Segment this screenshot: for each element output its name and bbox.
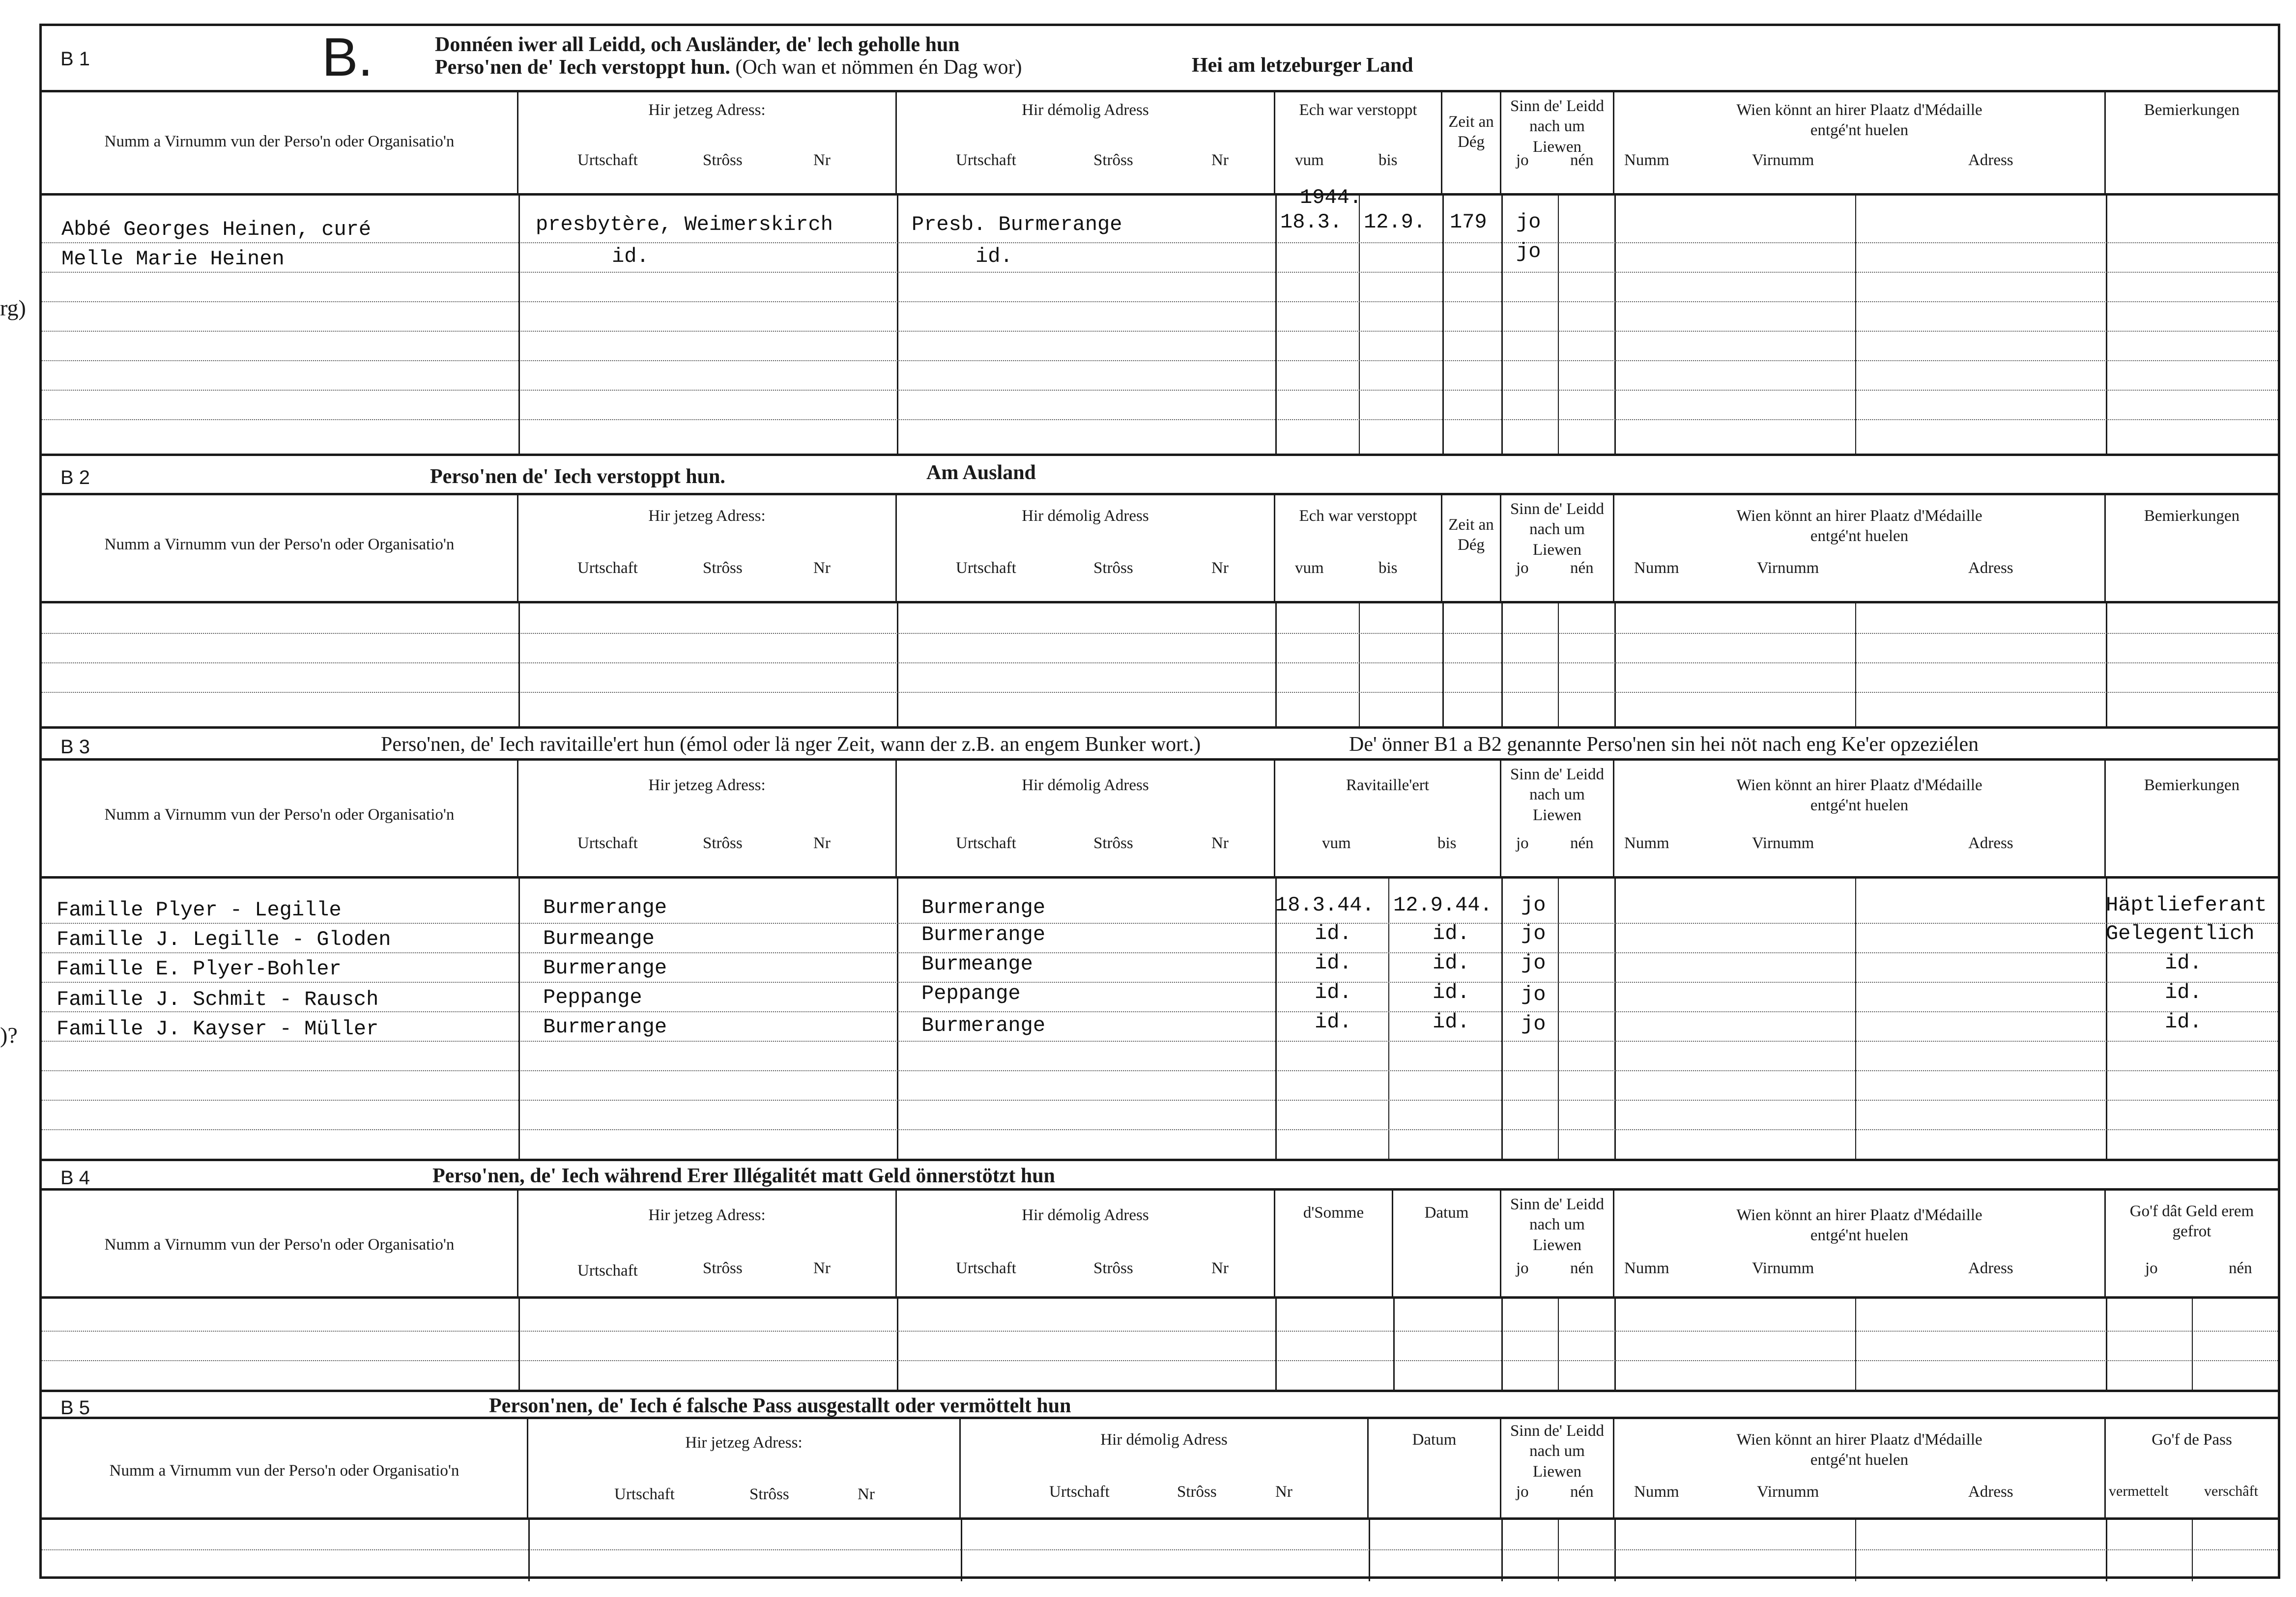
b4-medal-first: Virnumm bbox=[1752, 1259, 1814, 1277]
b3-col-medal-label: Wien könnt an hirer Plaatz d'Médaille entgé'nt huelen bbox=[1736, 776, 1982, 815]
b2-rowline bbox=[42, 662, 2278, 663]
b1-row2-alive: jo bbox=[1516, 240, 1541, 263]
b5-col-former bbox=[961, 1419, 1369, 1517]
b3-col-supplied bbox=[1275, 761, 1501, 876]
b4-colline-4 bbox=[1393, 1299, 1395, 1392]
b2-hidden-to: bis bbox=[1378, 559, 1398, 577]
b2-rowline bbox=[42, 633, 2278, 634]
b3-row5-remark: id. bbox=[2165, 1010, 2202, 1034]
section-b1-title-line1: Donnéen iwer all Leidd, och Ausländer, de' lech geholle hun bbox=[435, 33, 960, 56]
b4-col-date-label: Datum bbox=[1424, 1204, 1469, 1222]
b1-row2-current: id. bbox=[612, 245, 649, 268]
b5-col-pass-label: Go'f de Pass bbox=[2152, 1431, 2232, 1449]
b1-col-survivors-label: Sinn de' Leidd nach um Liewen bbox=[1510, 97, 1605, 156]
b3-rowline bbox=[42, 1041, 2278, 1042]
section-b1-titlebar bbox=[42, 26, 2278, 92]
b4-col-current-label: Hir jetzeg Adress: bbox=[648, 1206, 766, 1224]
b2-current-street: Strôss bbox=[703, 559, 743, 577]
b3-row4-former: Peppange bbox=[921, 982, 1021, 1005]
b3-col-former-label: Hir démolig Adress bbox=[1022, 776, 1149, 794]
b4-col-sum bbox=[1275, 1191, 1393, 1296]
b1-current-street: Strôss bbox=[703, 151, 743, 169]
b2-col-survivors bbox=[1501, 495, 1614, 601]
b2-rowline bbox=[42, 692, 2278, 693]
b4-medal-address: Adress bbox=[1968, 1259, 2013, 1277]
b4-colline-8 bbox=[1855, 1299, 1856, 1392]
b3-row4-name: Famille J. Schmit - Rausch bbox=[57, 988, 379, 1011]
section-b2-header bbox=[42, 495, 2278, 603]
section-b1-title-line2 bbox=[435, 56, 1022, 79]
b5-colline-7 bbox=[1855, 1520, 1856, 1581]
section-b2-id: B 2 bbox=[60, 467, 90, 488]
b3-row5-from: id. bbox=[1315, 1010, 1352, 1034]
b3-current-nr: Nr bbox=[813, 834, 831, 852]
b1-col-remarks bbox=[2106, 92, 2278, 193]
b3-row5-former: Burmerange bbox=[921, 1014, 1046, 1037]
b3-row3-to: id. bbox=[1433, 951, 1470, 975]
b1-former-street: Strôss bbox=[1093, 151, 1133, 169]
b1-colline-1 bbox=[518, 196, 520, 454]
section-b2-titlebar bbox=[42, 456, 2278, 495]
b5-medal-name: Numm bbox=[1634, 1483, 1679, 1501]
b3-row3-alive: jo bbox=[1521, 951, 1546, 975]
b2-col-hidden-label: Ech war verstoppt bbox=[1299, 507, 1417, 525]
b1-col-current-label: Hir jetzeg Adress: bbox=[648, 101, 766, 119]
b4-col-given-label: Go'f dât Geld erem gefrot bbox=[2129, 1202, 2254, 1241]
b1-col-name-label: Numm a Virnumm vun der Perso'n oder Organisatio'n bbox=[104, 133, 455, 150]
b2-colline-6 bbox=[1501, 603, 1503, 729]
b3-col-name-label: Numm a Virnumm vun der Perso'n oder Organisatio'n bbox=[104, 806, 455, 824]
section-b4 bbox=[42, 1159, 2278, 1390]
b2-colline-4 bbox=[1359, 603, 1360, 729]
b3-row4-remark: id. bbox=[2165, 981, 2202, 1004]
b1-row2-name: Melle Marie Heinen bbox=[61, 247, 285, 271]
b3-row5-alive: jo bbox=[1521, 1012, 1546, 1036]
section-b3-header bbox=[42, 761, 2278, 879]
b1-medal-address: Adress bbox=[1968, 151, 2013, 169]
section-b1-id: B 1 bbox=[60, 48, 90, 70]
b4-colline-6 bbox=[1558, 1299, 1559, 1392]
b2-col-medal bbox=[1614, 495, 2106, 601]
b4-medal-name: Numm bbox=[1624, 1259, 1669, 1277]
b4-col-given bbox=[2106, 1191, 2278, 1296]
b2-current-nr: Nr bbox=[813, 559, 831, 577]
section-b1 bbox=[42, 26, 2278, 454]
b2-colline-8 bbox=[1614, 603, 1616, 729]
b4-rowline bbox=[42, 1331, 2278, 1332]
b1-hidden-from: vum bbox=[1295, 151, 1324, 169]
b1-col-hidden bbox=[1275, 92, 1442, 193]
b1-col-remarks-label: Bemierkungen bbox=[2144, 101, 2240, 119]
b3-colline-5 bbox=[1501, 879, 1503, 1161]
b4-col-medal bbox=[1614, 1191, 2106, 1296]
b3-colline-6 bbox=[1558, 879, 1559, 1161]
section-b1-letter: B. bbox=[322, 27, 373, 87]
b1-colline-4 bbox=[1359, 196, 1360, 454]
b4-former-nr: Nr bbox=[1211, 1259, 1229, 1277]
b2-col-medal-label: Wien könnt an hirer Plaatz d'Médaille entgé'nt huelen bbox=[1736, 507, 1982, 545]
b1-col-name bbox=[42, 92, 518, 193]
b1-row1-from: 18.3. bbox=[1280, 210, 1343, 234]
b3-rowline bbox=[42, 952, 2278, 953]
b4-former-street: Strôss bbox=[1093, 1259, 1133, 1277]
section-b4-body bbox=[42, 1299, 2278, 1392]
b4-current-nr: Nr bbox=[813, 1259, 831, 1277]
b3-survivors-no: nén bbox=[1570, 834, 1594, 852]
b4-given-yes: jo bbox=[2145, 1259, 2158, 1277]
b3-row4-from: id. bbox=[1315, 981, 1352, 1004]
b2-col-hidden bbox=[1275, 495, 1442, 601]
margin-mark-top: rg) bbox=[0, 295, 26, 320]
b4-colline-2 bbox=[897, 1299, 898, 1392]
b1-row1-days: 179 bbox=[1450, 210, 1487, 234]
section-b3-title-text: Perso'nen, de' Iech ravitaille'ert hun (émol oder lä nger Zeit, wann der z.B. an engem Bunker wort.) bbox=[381, 733, 1201, 756]
b1-medal-name: Numm bbox=[1624, 151, 1669, 169]
b3-row2-from: id. bbox=[1315, 922, 1352, 945]
b5-col-current-label: Hir jetzeg Adress: bbox=[685, 1434, 803, 1452]
b3-row1-from: 18.3.44. bbox=[1275, 893, 1375, 917]
b1-colline-9 bbox=[1855, 196, 1856, 454]
b5-col-medal-label: Wien könnt an hirer Plaatz d'Médaille entgé'nt huelen bbox=[1736, 1431, 1982, 1469]
b3-medal-first: Virnumm bbox=[1752, 834, 1814, 852]
margin-mark-bottom: )? bbox=[0, 1023, 18, 1048]
b3-rowline bbox=[42, 1011, 2278, 1012]
b5-current-nr: Nr bbox=[858, 1485, 875, 1503]
b3-medal-address: Adress bbox=[1968, 834, 2013, 852]
b5-col-current bbox=[528, 1419, 961, 1517]
b3-col-medal bbox=[1614, 761, 2106, 876]
b2-col-name bbox=[42, 495, 518, 601]
b4-colline-7 bbox=[1614, 1299, 1616, 1392]
b2-colline-10 bbox=[2106, 603, 2107, 729]
b3-row2-to: id. bbox=[1433, 922, 1470, 945]
b2-colline-7 bbox=[1558, 603, 1559, 729]
b2-col-days-label: Zeit an Dég bbox=[1448, 516, 1494, 554]
b3-supplied-from: vum bbox=[1322, 834, 1351, 852]
b5-rowline bbox=[42, 1549, 2278, 1550]
b4-colline-10 bbox=[2192, 1299, 2193, 1392]
b2-hidden-from: vum bbox=[1295, 559, 1324, 577]
b1-row1-name: Abbé Georges Heinen, curé bbox=[61, 218, 372, 241]
section-b5-body bbox=[42, 1520, 2278, 1581]
b5-col-name bbox=[42, 1419, 528, 1517]
b4-colline-3 bbox=[1275, 1299, 1277, 1392]
section-b5-header bbox=[42, 1419, 2278, 1520]
b3-survivors-yes: jo bbox=[1516, 834, 1529, 852]
b3-rowline bbox=[42, 923, 2278, 924]
b1-medal-first: Virnumm bbox=[1752, 151, 1814, 169]
b4-col-date bbox=[1393, 1191, 1501, 1296]
b3-row3-from: id. bbox=[1315, 951, 1352, 975]
section-b5-id: B 5 bbox=[60, 1397, 90, 1419]
b4-current-street: Strôss bbox=[703, 1259, 743, 1277]
b3-row2-former: Burmerange bbox=[921, 923, 1046, 946]
b3-colline-4 bbox=[1388, 879, 1389, 1161]
b4-current-town: Urtschaft bbox=[577, 1262, 638, 1280]
b3-col-name bbox=[42, 761, 518, 876]
b2-col-current-label: Hir jetzeg Adress: bbox=[648, 507, 766, 525]
b1-row1-former: Presb. Burmerange bbox=[912, 213, 1122, 236]
b3-colline-1 bbox=[518, 879, 520, 1161]
section-b3-title bbox=[381, 733, 1201, 756]
b3-rowline bbox=[42, 982, 2278, 983]
b1-rowline bbox=[42, 242, 2278, 243]
b2-current-town: Urtschaft bbox=[577, 559, 638, 577]
b4-col-former bbox=[897, 1191, 1275, 1296]
section-b5 bbox=[42, 1390, 2278, 1579]
b1-colline-5 bbox=[1442, 196, 1444, 454]
b2-medal-first: Virnumm bbox=[1757, 559, 1819, 577]
section-b1-region: Hei am letzeburger Land bbox=[1192, 54, 1413, 77]
b1-col-current bbox=[518, 92, 897, 193]
b1-former-nr: Nr bbox=[1211, 151, 1229, 169]
b1-row1-alive: jo bbox=[1516, 210, 1541, 234]
b5-col-pass bbox=[2106, 1419, 2278, 1517]
b1-survivors-no: nén bbox=[1570, 151, 1594, 169]
b5-survivors-no: nén bbox=[1570, 1483, 1594, 1501]
b3-row5-current: Burmerange bbox=[543, 1015, 667, 1039]
b5-col-date bbox=[1369, 1419, 1501, 1517]
b3-row1-alive: jo bbox=[1521, 893, 1546, 917]
b2-col-remarks-label: Bemierkungen bbox=[2144, 507, 2240, 525]
section-b2-body bbox=[42, 603, 2278, 729]
b1-col-survivors bbox=[1501, 92, 1614, 193]
b3-medal-name: Numm bbox=[1624, 834, 1669, 852]
b4-col-former-label: Hir démolig Adress bbox=[1022, 1206, 1149, 1224]
b3-row5-to: id. bbox=[1433, 1010, 1470, 1034]
b3-row4-alive: jo bbox=[1521, 983, 1546, 1006]
b4-col-name bbox=[42, 1191, 518, 1296]
luxembourg-resistance-form bbox=[39, 24, 2280, 1579]
section-b1-body bbox=[42, 186, 2278, 454]
b2-col-days bbox=[1442, 495, 1501, 601]
b2-col-former bbox=[897, 495, 1275, 601]
b4-former-town: Urtschaft bbox=[956, 1259, 1016, 1277]
b2-former-nr: Nr bbox=[1211, 559, 1229, 577]
b1-current-nr: Nr bbox=[813, 151, 831, 169]
b1-col-days-label: Zeit an Dég bbox=[1448, 113, 1494, 151]
b1-former-town: Urtschaft bbox=[956, 151, 1016, 169]
section-b3 bbox=[42, 726, 2278, 1159]
section-b2 bbox=[42, 454, 2278, 726]
section-b2-title: Perso'nen de' Iech verstoppt hun. bbox=[430, 465, 725, 488]
b3-former-town: Urtschaft bbox=[956, 834, 1016, 852]
b5-col-medal bbox=[1614, 1419, 2106, 1517]
b5-colline-9 bbox=[2192, 1520, 2193, 1581]
b3-col-remarks bbox=[2106, 761, 2278, 876]
b4-colline-5 bbox=[1501, 1299, 1503, 1392]
b2-colline-2 bbox=[897, 603, 898, 729]
b5-pass-mediated: vermettelt bbox=[2109, 1483, 2169, 1499]
b2-col-remarks bbox=[2106, 495, 2278, 601]
b1-col-former bbox=[897, 92, 1275, 193]
b2-colline-9 bbox=[1855, 603, 1856, 729]
b1-rowline bbox=[42, 301, 2278, 302]
b5-former-nr: Nr bbox=[1275, 1483, 1292, 1501]
b3-row2-current: Burmeange bbox=[543, 927, 655, 950]
b3-col-former bbox=[897, 761, 1275, 876]
section-b4-title: Perso'nen, de' Iech während Erer Illégalitét matt Geld önnerstötzt hun bbox=[432, 1165, 1055, 1187]
section-b3-id: B 3 bbox=[60, 736, 90, 758]
b5-col-survivors-label: Sinn de' Leidd nach um Liewen bbox=[1510, 1422, 1605, 1481]
b4-survivors-yes: jo bbox=[1516, 1259, 1529, 1277]
b2-col-survivors-label: Sinn de' Leidd nach um Liewen bbox=[1510, 500, 1605, 559]
b5-colline-4 bbox=[1501, 1520, 1503, 1581]
b3-former-nr: Nr bbox=[1211, 834, 1229, 852]
b3-row2-remark: Gelegentlich bbox=[2106, 922, 2255, 945]
b1-colline-10 bbox=[2106, 196, 2107, 454]
b4-colline-1 bbox=[518, 1299, 520, 1392]
b4-colline-9 bbox=[2106, 1299, 2107, 1392]
section-b4-id: B 4 bbox=[60, 1167, 90, 1189]
b5-current-town: Urtschaft bbox=[614, 1485, 675, 1503]
b2-colline-3 bbox=[1275, 603, 1277, 729]
b1-row1-to: 12.9. bbox=[1364, 210, 1426, 234]
b1-rowline bbox=[42, 331, 2278, 332]
b3-colline-2 bbox=[897, 879, 898, 1161]
b4-given-no: nén bbox=[2229, 1259, 2252, 1277]
b2-former-town: Urtschaft bbox=[956, 559, 1016, 577]
b1-rowline bbox=[42, 360, 2278, 361]
b3-row3-former: Burmeange bbox=[921, 952, 1033, 976]
section-b1-title-note: (Och wan et nömmen én Dag wor) bbox=[735, 56, 1022, 79]
b4-survivors-no: nén bbox=[1570, 1259, 1594, 1277]
b3-col-survivors-label: Sinn de' Leidd nach um Liewen bbox=[1510, 766, 1605, 824]
b1-col-hidden-label: Ech war verstoppt bbox=[1299, 101, 1417, 119]
b5-col-survivors bbox=[1501, 1419, 1614, 1517]
b2-medal-address: Adress bbox=[1968, 559, 2013, 577]
b1-col-medal-label: Wien könnt an hirer Plaatz d'Médaille entgé'nt huelen bbox=[1736, 101, 1982, 140]
b3-current-street: Strôss bbox=[703, 834, 743, 852]
b5-col-name-label: Numm a Virnumm vun der Perso'n oder Organisatio'n bbox=[109, 1462, 459, 1480]
b5-colline-8 bbox=[2106, 1520, 2107, 1581]
b5-survivors-yes: jo bbox=[1516, 1483, 1529, 1501]
b5-medal-first: Virnumm bbox=[1757, 1483, 1819, 1501]
b1-rowline bbox=[42, 390, 2278, 391]
b3-row1-former: Burmerange bbox=[921, 896, 1046, 919]
b3-colline-9 bbox=[2106, 879, 2107, 1161]
b3-current-town: Urtschaft bbox=[577, 834, 638, 852]
b2-colline-1 bbox=[518, 603, 520, 729]
b1-current-town: Urtschaft bbox=[577, 151, 638, 169]
b3-row2-alive: jo bbox=[1521, 922, 1546, 945]
b3-row3-remark: id. bbox=[2165, 951, 2202, 975]
b3-row1-name: Famille Plyer - Legille bbox=[57, 898, 342, 922]
b4-col-sum-label: d'Somme bbox=[1303, 1204, 1364, 1222]
b3-row5-name: Famille J. Kayser - Müller bbox=[57, 1017, 379, 1041]
b3-row1-to: 12.9.44. bbox=[1393, 893, 1492, 917]
b5-former-town: Urtschaft bbox=[1049, 1483, 1110, 1501]
b5-col-former-label: Hir démolig Adress bbox=[1100, 1431, 1228, 1449]
b3-row3-current: Burmerange bbox=[543, 956, 667, 980]
b5-colline-3 bbox=[1369, 1520, 1370, 1581]
b3-row3-name: Famille E. Plyer-Bohler bbox=[57, 957, 342, 981]
b1-colline-8 bbox=[1614, 196, 1616, 454]
b4-col-survivors bbox=[1501, 1191, 1614, 1296]
b1-row1-current: presbytère, Weimerskirch bbox=[536, 213, 833, 236]
b3-col-current bbox=[518, 761, 897, 876]
section-b3-title-note: De' önner B1 a B2 genannte Perso'nen sin hei nöt nach eng Ke'er opzeziélen bbox=[1349, 733, 1979, 756]
b1-col-medal bbox=[1614, 92, 2106, 193]
b1-colline-6 bbox=[1501, 196, 1503, 454]
section-b4-titlebar bbox=[42, 1161, 2278, 1191]
section-b5-title: Person'nen, de' Iech é falsche Pass ausgestallt oder vermöttelt hun bbox=[489, 1395, 1071, 1417]
b3-colline-3 bbox=[1275, 879, 1277, 1161]
b1-col-former-label: Hir démolig Adress bbox=[1022, 101, 1149, 119]
b1-rowline bbox=[42, 419, 2278, 420]
b5-pass-issued: verschâft bbox=[2204, 1483, 2258, 1499]
b5-former-street: Strôss bbox=[1177, 1483, 1217, 1501]
b5-col-date-label: Datum bbox=[1412, 1431, 1457, 1449]
b5-medal-address: Adress bbox=[1968, 1483, 2013, 1501]
b3-row2-name: Famille J. Legille - Gloden bbox=[57, 928, 391, 951]
b5-colline-1 bbox=[528, 1520, 530, 1581]
b2-survivors-no: nén bbox=[1570, 559, 1594, 577]
section-b5-titlebar bbox=[42, 1392, 2278, 1419]
b1-rowline bbox=[42, 272, 2278, 273]
b1-colline-2 bbox=[897, 196, 898, 454]
b1-survivors-yes: jo bbox=[1516, 151, 1529, 169]
b3-colline-7 bbox=[1614, 879, 1616, 1161]
b1-col-days bbox=[1442, 92, 1501, 193]
b3-former-street: Strôss bbox=[1093, 834, 1133, 852]
b3-row4-to: id. bbox=[1433, 981, 1470, 1004]
b4-col-medal-label: Wien könnt an hirer Plaatz d'Médaille entgé'nt huelen bbox=[1736, 1206, 1982, 1245]
b3-row1-current: Burmerange bbox=[543, 896, 667, 919]
b5-current-street: Strôss bbox=[749, 1485, 789, 1503]
b3-col-survivors bbox=[1501, 761, 1614, 876]
b3-row4-current: Peppange bbox=[543, 986, 642, 1009]
b4-col-name-label: Numm a Virnumm vun der Perso'n oder Organisatio'n bbox=[104, 1236, 455, 1254]
b4-col-current bbox=[518, 1191, 897, 1296]
b1-hidden-to: bis bbox=[1378, 151, 1398, 169]
b5-colline-5 bbox=[1558, 1520, 1559, 1581]
b2-col-former-label: Hir démolig Adress bbox=[1022, 507, 1149, 525]
b3-rowline bbox=[42, 1070, 2278, 1071]
b2-col-name-label: Numm a Virnumm vun der Perso'n oder Organisatio'n bbox=[104, 536, 455, 553]
b3-col-supplied-label: Ravitaille'ert bbox=[1346, 776, 1430, 794]
b3-row1-remark: Häptlieferant bbox=[2106, 893, 2267, 917]
section-b3-body bbox=[42, 879, 2278, 1161]
b1-colline-7 bbox=[1558, 196, 1559, 454]
b5-colline-6 bbox=[1614, 1520, 1616, 1581]
section-b1-header bbox=[42, 92, 2278, 196]
b3-col-current-label: Hir jetzeg Adress: bbox=[648, 776, 766, 794]
b3-rowline bbox=[42, 1129, 2278, 1130]
b3-colline-8 bbox=[1855, 879, 1856, 1161]
b2-colline-5 bbox=[1442, 603, 1444, 729]
b1-row2-former: id. bbox=[976, 245, 1013, 268]
b2-survivors-yes: jo bbox=[1516, 559, 1529, 577]
b4-col-survivors-label: Sinn de' Leidd nach um Liewen bbox=[1510, 1196, 1605, 1254]
b1-year: 1944. bbox=[1300, 186, 1362, 209]
b5-colline-2 bbox=[961, 1520, 962, 1581]
b3-rowline bbox=[42, 1100, 2278, 1101]
b3-col-remarks-label: Bemierkungen bbox=[2144, 776, 2240, 794]
section-b2-region: Am Ausland bbox=[926, 461, 1036, 484]
b2-col-current bbox=[518, 495, 897, 601]
b3-supplied-to: bis bbox=[1437, 834, 1457, 852]
b4-rowline bbox=[42, 1360, 2278, 1361]
b1-colline-3 bbox=[1275, 196, 1277, 454]
section-b1-title-line2-text: Perso'nen de' Iech verstoppt hun. bbox=[435, 56, 730, 79]
b2-medal-name: Numm bbox=[1634, 559, 1679, 577]
section-b4-header bbox=[42, 1191, 2278, 1299]
section-b3-titlebar bbox=[42, 729, 2278, 761]
b2-former-street: Strôss bbox=[1093, 559, 1133, 577]
